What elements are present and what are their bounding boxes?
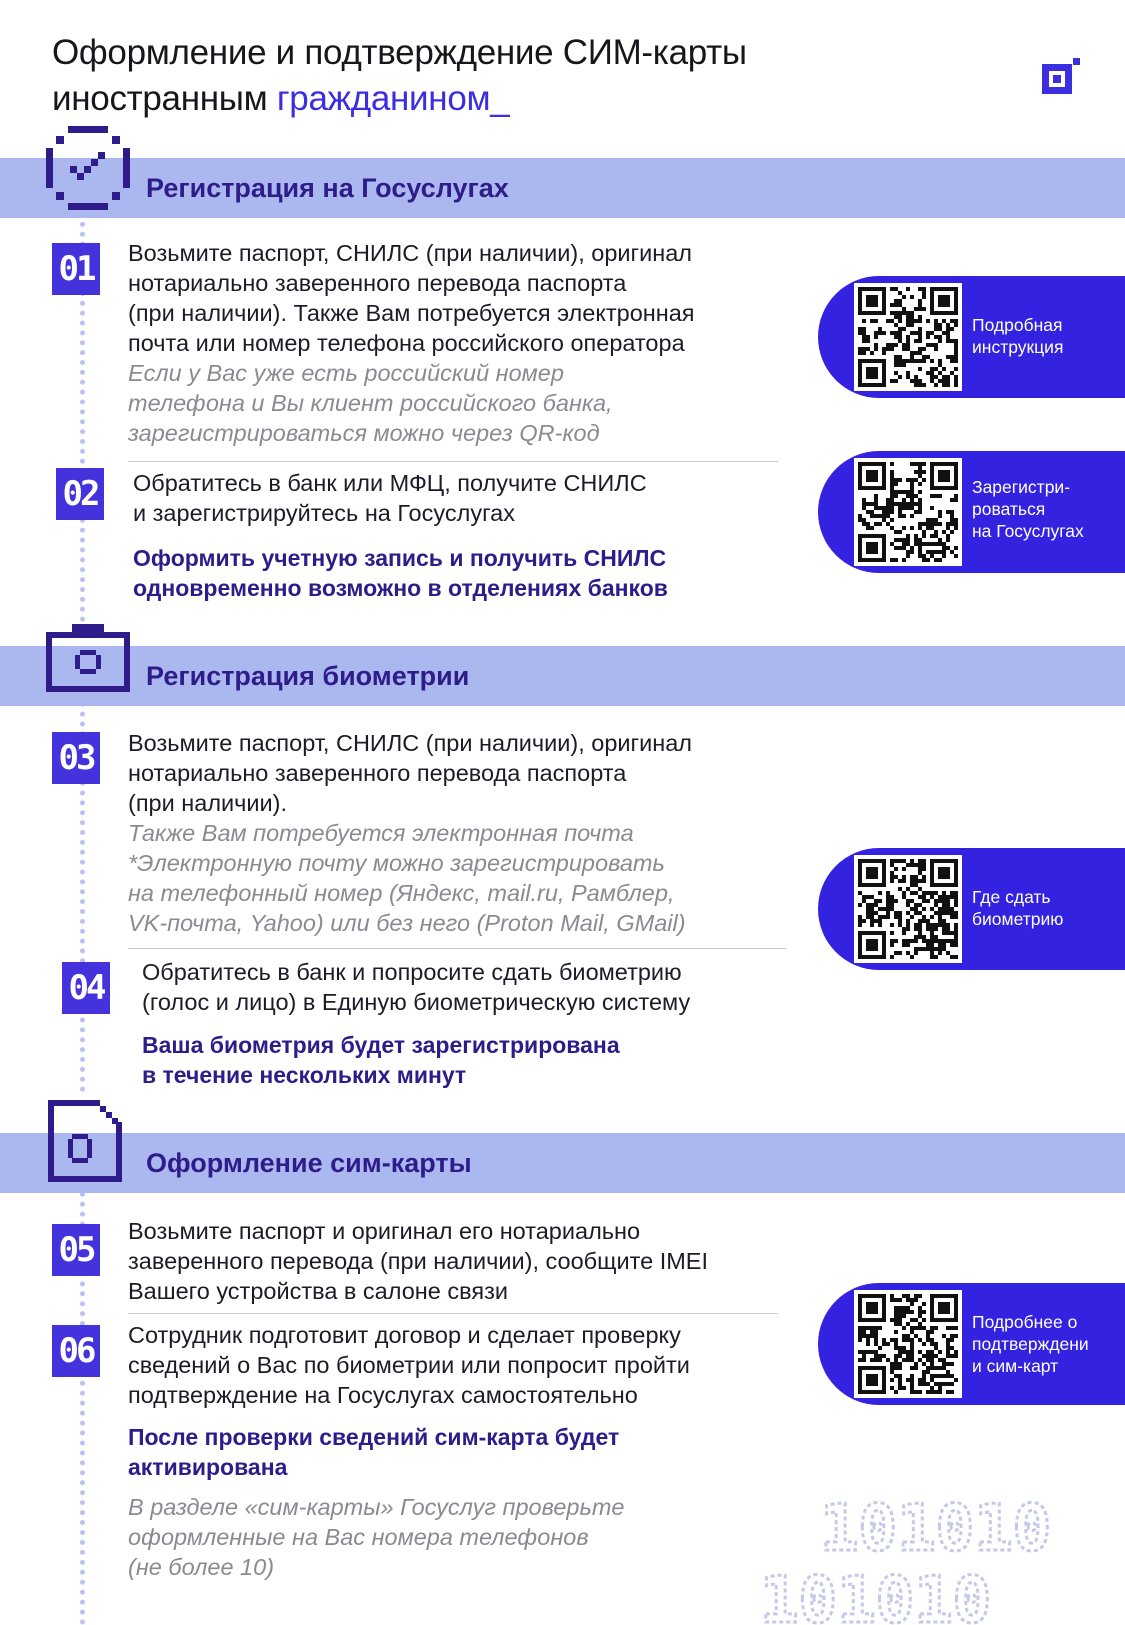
camera-icon [44,622,132,694]
label-line: на Госуслугах [972,521,1084,541]
binary-row-1: 101010 [820,1492,1052,1566]
qr-code-icon [858,287,958,387]
accent-line: активирована [128,1454,288,1480]
accent-line: После проверки сведений сим-карта будет [128,1424,620,1450]
step-number-02: 02 [56,468,104,520]
title-line-1: Оформление и подтверждение СИМ-карты [52,33,747,72]
text-line: Обратитесь в банк и попросите сдать биометрию [142,959,682,985]
step-number-04: 04 [62,962,110,1014]
qr-code-icon [858,859,958,959]
step-number-03: 03 [52,732,100,784]
accent-line: одновременно возможно в отделениях банков [133,575,668,601]
label-line: Где сдать [972,887,1051,907]
binary-row-2: 101010 [760,1564,992,1625]
logo-icon [1040,58,1080,98]
step-04-accent [142,1030,620,1090]
title-line-2 [52,76,747,122]
label-line: Зарегистри- [972,477,1071,497]
label-line: Подробнее о [972,1312,1078,1332]
text-line: нотариально заверенного перевода паспорта [128,270,627,296]
label-line: инструкция [972,337,1064,357]
note-line: зарегистрироваться можно через QR-код [128,420,600,446]
text-line: заверенного перевода (при наличии), сообщите IMEI [128,1248,708,1274]
step-number-01: 01 [52,243,100,295]
qr-card-biometrics[interactable] [818,848,1125,970]
text-line: Возьмите паспорт, СНИЛС (при наличии), оригинал [128,730,693,756]
qr-card-label [972,1311,1122,1377]
step-06-text [128,1320,690,1410]
note-line: *Электронную почту можно зарегистрировать [128,850,665,876]
qr-card-simcards[interactable] [818,1283,1125,1405]
qr-card-label [972,886,1122,930]
text-line: сведений о Вас по биометрии или попросит пройти [128,1352,690,1378]
timeline-line-3 [80,1152,86,1625]
step-05-text [128,1216,708,1306]
step-01-text [128,238,695,448]
text-line: Обратитесь в банк или МФЦ, получите СНИЛС [133,470,647,496]
title-plain: иностранным [52,79,277,118]
qr-code[interactable] [854,458,962,566]
qr-card-label [972,476,1122,542]
section-title-gosuslugi: Регистрация на Госуслугах [146,173,509,203]
text-line: (голос и лицо) в Единую биометрическую систему [142,989,691,1015]
text-line: почта или номер телефона российского оператора [128,330,685,356]
qr-card-register[interactable] [818,451,1125,573]
qr-card-instructions[interactable] [818,276,1125,398]
label-line: подтверждени [972,1334,1089,1354]
text-line: Сотрудник подготовит договор и сделает проверку [128,1322,681,1348]
divider [128,1313,778,1314]
text-line: и зарегистрируйтесь на Госуслугах [133,500,515,526]
qr-code[interactable] [854,855,962,963]
text-line: Возьмите паспорт, СНИЛС (при наличии), оригинал [128,240,693,266]
accent-line: в течение нескольких минут [142,1062,467,1088]
divider [128,948,786,949]
qr-card-label [972,314,1122,358]
title-highlight: гражданином_ [276,79,510,118]
note-line: Если у Вас уже есть российский номер [128,360,564,386]
note-line: оформленные на Вас номера телефонов [128,1524,589,1550]
accent-line: Ваша биометрия будет зарегистрирована [142,1032,620,1058]
text-line: (при наличии). [128,790,288,816]
text-line: Возьмите паспорт и оригинал его нотариально [128,1218,641,1244]
text-line: подтверждение на Госуслугах самостоятельно [128,1382,638,1408]
qr-code-icon [858,1294,958,1394]
sim-card-icon [46,1098,124,1184]
step-02-text [133,468,647,528]
text-line: Вашего устройства в салоне связи [128,1278,508,1304]
text-line: (при наличии). Также Вам потребуется электронная [128,300,695,326]
note-line: телефона и Вы клиент российского банка, [128,390,613,416]
section-title-simcard: Оформление сим-карты [146,1148,472,1178]
label-line: биометрию [972,909,1064,929]
qr-code-icon [858,462,958,562]
accent-line: Оформить учетную запись и получить СНИЛС [133,545,667,571]
step-number-06: 06 [52,1325,100,1377]
label-line: и сим-карт [972,1356,1059,1376]
page-title [52,30,747,122]
section-title-biometrics: Регистрация биометрии [146,661,470,691]
note-line: VK-почта, Yahoo) или без него (Proton Mail, GMail) [128,910,686,936]
step-02-accent [133,543,668,603]
note-line: на телефонный номер (Яндекс, mail.ru, Рамблер, [128,880,675,906]
note-line: (не более 10) [128,1554,275,1580]
qr-code[interactable] [854,283,962,391]
step-number-05: 05 [52,1224,100,1276]
step-06-note [128,1492,624,1582]
text-line: нотариально заверенного перевода паспорта [128,760,627,786]
note-line: Также Вам потребуется электронная почта [128,820,634,846]
checkmark-circle-icon [44,124,132,212]
qr-code[interactable] [854,1290,962,1398]
divider [128,461,778,462]
step-04-text [142,957,690,1017]
step-06-accent [128,1422,619,1482]
note-line: В разделе «сим-карты» Госуслуг проверьте [128,1494,625,1520]
binary-decoration-icon [760,1488,1125,1625]
step-03-text [128,728,692,938]
label-line: Подробная [972,315,1063,335]
label-line: роваться [972,499,1046,519]
